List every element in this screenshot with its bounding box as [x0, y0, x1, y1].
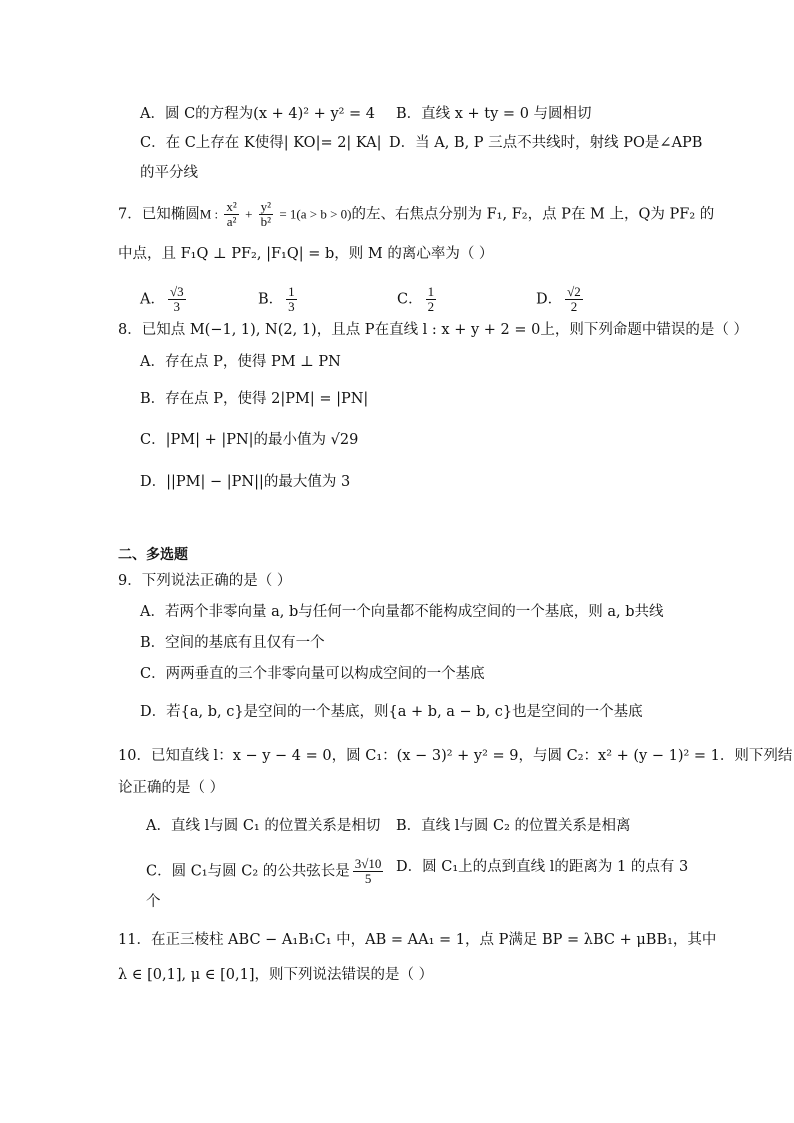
- q7-ellipse-prefix: M :: [199, 206, 222, 222]
- q6-option-d-continued: 的平分线: [140, 165, 198, 181]
- q6-option-b: B．直线 x + ty = 0 与圆相切: [396, 106, 592, 122]
- q9-option-d: D．若{a, b, c}是空间的一个基底，则{a + b, a − b, c}也是空间的一个基底: [140, 704, 643, 720]
- q7-stem-start: 7．已知椭圆: [118, 206, 200, 223]
- q10-stem-line1: 10．已知直线 l：x − y − 4 = 0，圆 C₁：(x − 3)² + y² = 9，与圆 C₂：x² + (y − 1)² = 1．则下列结: [118, 748, 793, 764]
- q7-option-c: C． $\frac{1}{2}$: [397, 284, 435, 314]
- q6-option-c: C．在 C上存在 K使得| KO|= 2| KA|: [140, 135, 382, 151]
- q7-option-d: D． $\frac{√2}{2}$: [536, 284, 581, 314]
- q10-option-c: C．圆 C₁与圆 C₂ 的公共弦长是 $\frac{3√10}{5}$: [146, 856, 382, 886]
- q9-option-b: B．空间的基底有且仅有一个: [140, 635, 325, 651]
- q9-option-a: A．若两个非零向量 a, b与任何一个向量都不能构成空间的一个基底，则 a, b共线: [140, 604, 664, 620]
- q10-stem-line2: 论正确的是（ ）: [118, 780, 225, 796]
- q10-option-d-continued: 个: [146, 894, 161, 910]
- q8-option-d: D．||PM| − |PN||的最大值为 3: [140, 474, 351, 490]
- q8-option-b: B．存在点 P，使得 2|PM| = |PN|: [140, 391, 369, 407]
- q10-option-b: B．直线 l与圆 C₂ 的位置关系是相离: [396, 818, 631, 834]
- q9-option-c: C．两两垂直的三个非零向量可以构成空间的一个基底: [140, 666, 485, 682]
- q7-option-a: A． $\frac{√3}{3}$: [140, 284, 184, 314]
- q10-option-a: A．直线 l与圆 C₁ 的位置关系是相切: [146, 818, 381, 834]
- section-heading-multi-choice: 二、多选题: [118, 547, 188, 563]
- q8-option-c: C．|PM| + |PN|的最小值为 √29: [140, 432, 359, 448]
- q6-option-d: D．当 A, B, P 三点不共线时，射线 PO是∠APB: [389, 135, 703, 151]
- q7-ellipse-plus: +: [241, 206, 256, 222]
- q8-stem: 8．已知点 M(−1, 1), N(2, 1)，且点 P在直线 l : x + y + 2 = 0上，则下列命题中错误的是（ ）: [118, 322, 748, 338]
- q10-option-d: D．圆 C₁上的点到直线 l的距离为 1 的点有 3: [396, 859, 689, 875]
- q7-ellipse-frac-y: $\frac{\text{y²}}{\text{b²}}$: [260, 199, 272, 229]
- q7-option-b: B． $\frac{1}{3}$: [258, 284, 295, 314]
- q10-c-fraction: $\frac{3√10}{5}$: [354, 856, 382, 886]
- q8-option-a: A．存在点 P，使得 PM ⊥ PN: [140, 354, 341, 370]
- q11-stem-line2: λ ∈ [0,1], μ ∈ [0,1]，则下列说法错误的是（ ）: [118, 967, 434, 983]
- q7-stem-line2: 中点，且 F₁Q ⊥ PF₂, |F₁Q| = b，则 M 的离心率为（ ）: [118, 246, 494, 262]
- q11-stem-line1: 11．在正三棱柱 ABC − A₁B₁C₁ 中，AB = AA₁ = 1，点 P满足 BP = λBC + μBB₁，其中: [118, 932, 717, 948]
- q7-stem-mid: 的左、右焦点分别为 F₁, F₂，点 P在 M 上，Q为 PF₂ 的: [351, 206, 715, 223]
- q7-stem: [118, 200, 714, 229]
- q7-ellipse-suffix: = 1(a > b > 0): [276, 206, 352, 222]
- q9-stem: 9．下列说法正确的是（ ）: [118, 573, 292, 589]
- q6-option-a: A．圆 C的方程为(x + 4)² + y² = 4: [140, 106, 376, 122]
- q7-ellipse-frac-x: $\frac{\text{x²}}{\text{a²}}$: [226, 199, 237, 229]
